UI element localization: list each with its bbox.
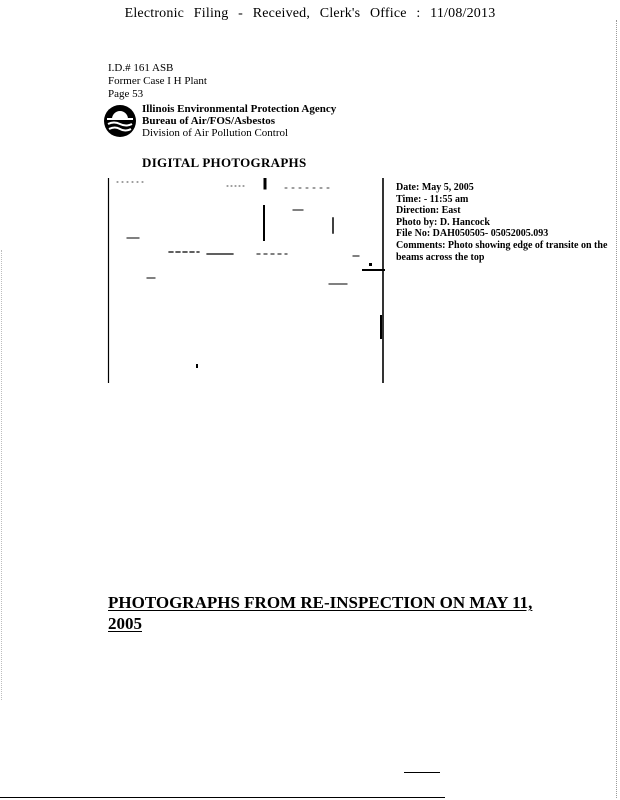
- filing-header: Electronic Filing - Received, Clerk's Office : 11/08/2013: [124, 6, 496, 21]
- illinois-epa-seal-icon: [103, 104, 137, 138]
- photo-direction: Direction: East: [396, 205, 461, 217]
- photo-file-number: File No: DAH050505- 05052005.093: [396, 228, 549, 240]
- agency-division: Division of Air Pollution Control: [142, 127, 289, 139]
- photo-date: Date: May 5, 2005: [396, 182, 474, 193]
- agency-bureau: Bureau of Air/FOS/Asbestos: [142, 115, 276, 127]
- page-number: Page 53: [108, 88, 144, 100]
- photo-by: Photo by: D. Hancock: [396, 216, 490, 228]
- reinspection-heading: PHOTOGRAPHS FROM RE-INSPECTION ON MAY 11, 2005: [108, 593, 533, 633]
- washed-out-photo: [107, 178, 385, 383]
- photo-info: [396, 182, 611, 263]
- footer-rule-short: [404, 772, 440, 773]
- section-title: DIGITAL PHOTOGRAPHS: [142, 155, 307, 170]
- agency-name: Illinois Environmental Protection Agency: [142, 103, 337, 115]
- footer-rule-long: [0, 797, 445, 798]
- scan-edge-left: [1, 250, 3, 700]
- scan-edge-right: [616, 20, 618, 798]
- facility-name: Former Case I H Plant: [108, 75, 207, 87]
- document-id: I.D.# 161 ASB: [108, 62, 174, 74]
- photo-comments: Comments: Photo showing edge of transite on the beams across the top: [396, 239, 608, 263]
- photo-time: Time: - 11:55 am: [396, 193, 469, 205]
